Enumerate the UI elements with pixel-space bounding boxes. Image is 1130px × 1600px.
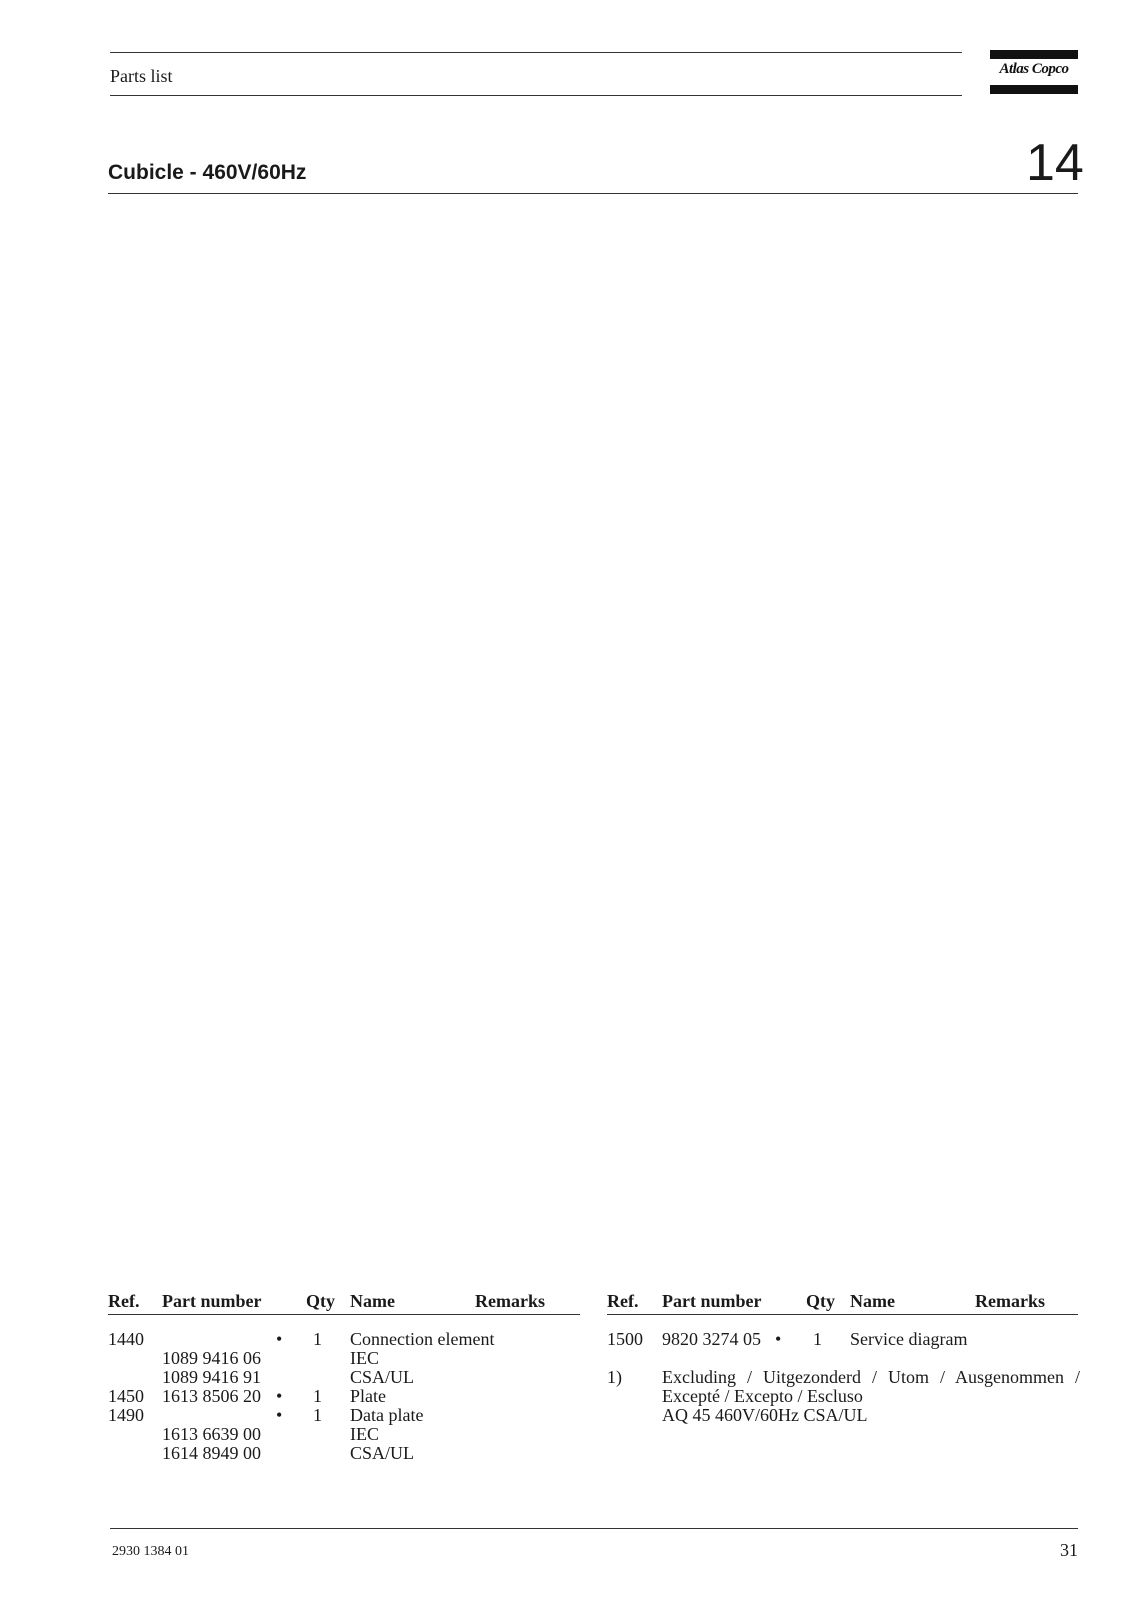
table-row-name: Service diagram — [850, 1329, 968, 1349]
table-row-part-number: 1614 8949 00 — [162, 1443, 261, 1463]
table-row-part-number: 9820 3274 05 — [662, 1329, 761, 1349]
table-row-qty: 1 — [313, 1329, 322, 1349]
left-header-ref: Ref. — [108, 1291, 140, 1311]
footnote-marker: 1) — [607, 1367, 622, 1387]
right-header-part-number: Part number — [662, 1291, 762, 1311]
table-row-ref: 1440 — [108, 1329, 144, 1349]
table-row-part-number: 1089 9416 91 — [162, 1367, 261, 1387]
page-number: 31 — [1060, 1540, 1078, 1560]
document-number: 2930 1384 01 — [112, 1544, 189, 1559]
chapter-number: 14 — [1026, 134, 1084, 192]
table-row-bullet: • — [276, 1386, 283, 1406]
table-row-bullet: • — [276, 1329, 283, 1349]
left-header-name: Name — [350, 1291, 395, 1311]
brand-logo — [990, 50, 1078, 94]
table-row-name: IEC — [350, 1348, 379, 1368]
right-header-rule — [607, 1314, 1078, 1315]
table-row-bullet: • — [276, 1405, 283, 1425]
table-row-qty: 1 — [313, 1405, 322, 1425]
table-row-name: Data plate — [350, 1405, 424, 1425]
title-rule — [108, 193, 1078, 194]
table-row-ref: 1490 — [108, 1405, 144, 1425]
table-row-bullet: • — [775, 1329, 782, 1349]
right-header-qty: Qty — [806, 1291, 835, 1311]
left-header-part-number: Part number — [162, 1291, 262, 1311]
right-header-ref: Ref. — [607, 1291, 639, 1311]
table-row-ref: 1500 — [607, 1329, 643, 1349]
table-row-part-number: 1613 6639 00 — [162, 1424, 261, 1444]
footnote-line: Excluding / Uitgezonderd / Utom / Ausgenommen / — [662, 1367, 1080, 1387]
right-header-remarks: Remarks — [975, 1291, 1045, 1311]
brand-logo-text: Atlas Copco — [999, 61, 1069, 77]
section-label: Parts list — [110, 66, 173, 86]
left-header-qty: Qty — [306, 1291, 335, 1311]
table-row-ref: 1450 — [108, 1386, 144, 1406]
table-row-name: Connection element — [350, 1329, 495, 1349]
table-row-name: CSA/UL — [350, 1367, 415, 1387]
page-title: Cubicle - 460V/60Hz — [108, 161, 307, 184]
table-row-part-number: 1089 9416 06 — [162, 1348, 261, 1368]
table-row-part-number: 1613 8506 20 — [162, 1386, 261, 1406]
footnote-line: AQ 45 460V/60Hz CSA/UL — [662, 1405, 868, 1425]
header-top-rule — [110, 52, 962, 53]
table-row-name: CSA/UL — [350, 1443, 415, 1463]
footnote-line: Excepté / Excepto / Escluso — [662, 1386, 863, 1406]
footer-rule — [110, 1528, 1078, 1529]
table-row-name: IEC — [350, 1424, 379, 1444]
table-row-qty: 1 — [813, 1329, 822, 1349]
left-header-remarks: Remarks — [475, 1291, 545, 1311]
table-row-name: Plate — [350, 1386, 386, 1406]
left-header-rule — [108, 1314, 580, 1315]
table-row-qty: 1 — [313, 1386, 322, 1406]
right-header-name: Name — [850, 1291, 895, 1311]
header-bottom-rule — [110, 95, 962, 96]
